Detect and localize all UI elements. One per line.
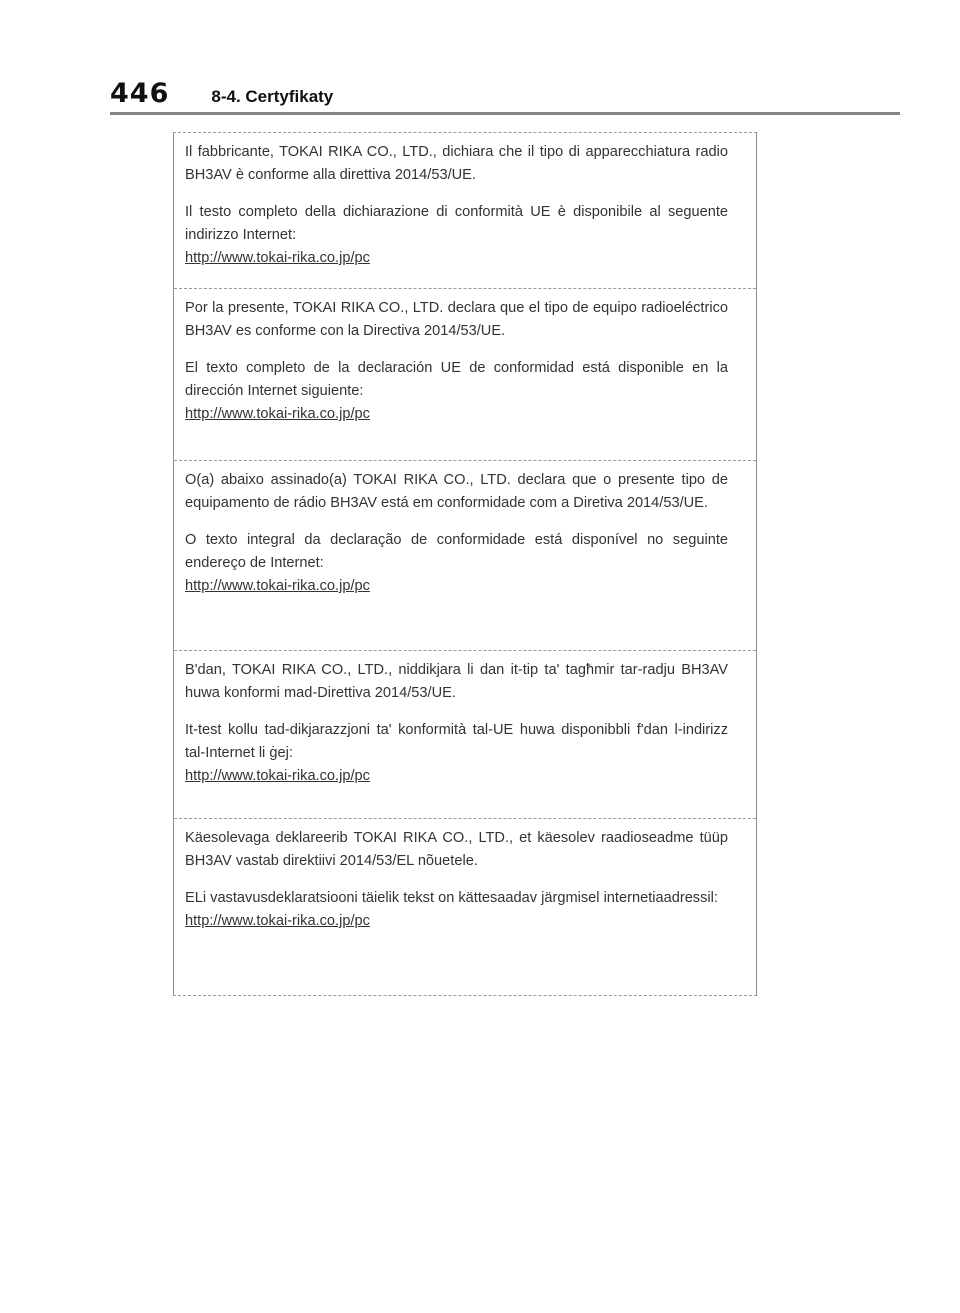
cert-section-italian xyxy=(174,133,756,289)
availability-text: El texto completo de la declaración UE de conformidad está disponible en la dirección Internet siguiente: xyxy=(185,360,728,399)
certificate-link[interactable]: http://www.tokai-rika.co.jp/pc xyxy=(185,250,370,266)
declaration-text: Käesolevaga deklareerib TOKAI RIKA CO., LTD., et käesolev raadioseadme tüüp BH3AV vastab direktiivi 2014/53/EL nõuetele. xyxy=(185,830,728,869)
availability-text: O texto integral da declaração de conformidade está disponível no seguinte endereço de Internet: xyxy=(185,532,728,571)
declaration-text: Por la presente, TOKAI RIKA CO., LTD. declara que el tipo de equipo radioeléctrico BH3AV es conforme con la Directiva 2014/53/UE. xyxy=(185,300,728,339)
certificate-link[interactable]: http://www.tokai-rika.co.jp/pc xyxy=(185,578,370,594)
cert-section-maltese xyxy=(174,651,756,819)
certificate-link[interactable]: http://www.tokai-rika.co.jp/pc xyxy=(185,913,370,929)
declaration-text: B'dan, TOKAI RIKA CO., LTD., niddikjara li dan it-tip ta' tagħmir tar-radju BH3AV huwa konformi mad-Direttiva 2014/53/UE. xyxy=(185,662,728,701)
availability-text: It-test kollu tad-dikjarazzjoni ta' konformità tal-UE huwa disponibbli f'dan l-indirizz tal-Internet li ġej: xyxy=(185,722,728,761)
cert-section-spanish xyxy=(174,289,756,461)
section-title: 8-4. Certyfikaty xyxy=(211,87,334,106)
availability-text: ELi vastavusdeklaratsiooni täielik tekst on kättesaadav järgmisel internetiaadressil: xyxy=(185,890,718,906)
certificate-box xyxy=(173,132,757,996)
certificate-link[interactable]: http://www.tokai-rika.co.jp/pc xyxy=(185,406,370,422)
certificate-link[interactable]: http://www.tokai-rika.co.jp/pc xyxy=(185,768,370,784)
declaration-text: O(a) abaixo assinado(a) TOKAI RIKA CO., LTD. declara que o presente tipo de equipamento de rádio BH3AV está em conformidade com a Diretiva 2014/53/UE. xyxy=(185,472,728,511)
page-number: 446 xyxy=(110,78,170,109)
declaration-text: Il fabbricante, TOKAI RIKA CO., LTD., dichiara che il tipo di apparecchiatura radio BH3AV è conforme alla direttiva 2014/53/UE. xyxy=(185,144,728,183)
availability-text: Il testo completo della dichiarazione di conformità UE è disponibile al seguente indirizzo Internet: xyxy=(185,204,728,243)
cert-section-portuguese xyxy=(174,461,756,651)
page-header xyxy=(110,78,333,109)
cert-section-estonian xyxy=(174,819,756,995)
header-rule xyxy=(110,112,900,115)
